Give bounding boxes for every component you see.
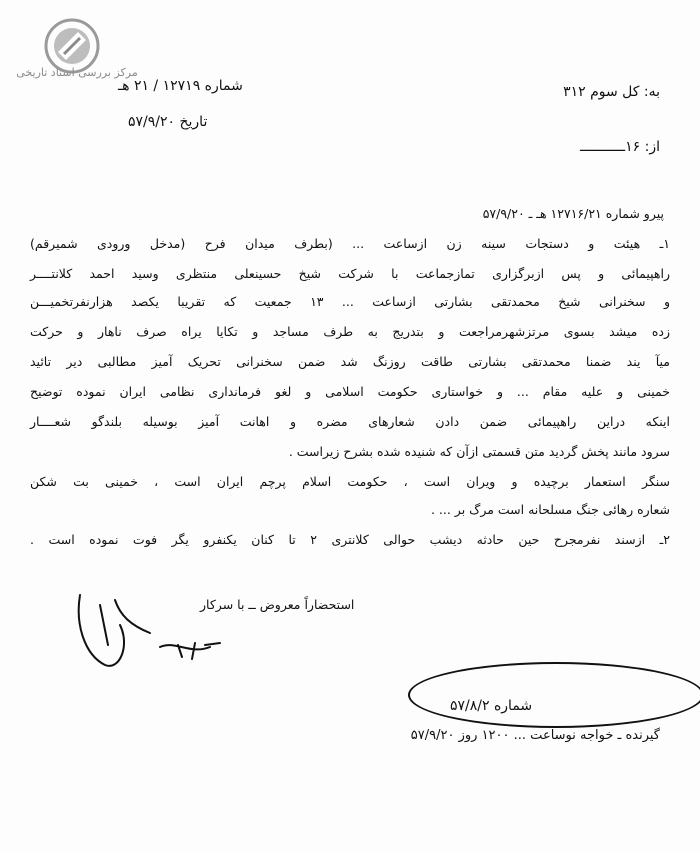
logo-caption: مرکز بررسی اسناد تاریخی	[16, 66, 138, 79]
letter-number: شماره ۱۲۷۱۹ / ۲۱ هـ	[118, 78, 243, 94]
body-line: ۱ـ هیئت و دستجات سینه زن ازساعت ... (بطرف میدان فرح (مدخل ورودی شمیرقم)	[30, 236, 670, 251]
signature-icon	[60, 585, 240, 675]
letter-date: تاریخ ۵۷/۹/۲۰	[128, 114, 208, 130]
body-line: ۲ـ ازسند نفرمجرح حین حادثه دیشب حوالی کلانتری ۲ تا کنان یکنفرو یگر فوت نموده است .	[30, 532, 670, 547]
body-line: زده میشد بسوی مرتزشهرمراجعت و بتدریج به طرف مساجد و تکایا یراه صرف ناهار و حرکت	[30, 324, 670, 339]
sender-line: از: ۱۶ـــــــــــ	[580, 139, 660, 155]
slogan-line: سنگر استعمار برچیده و ویران است ، حکومت اسلام پرچم ایران است ، خمینی بت شکن	[30, 474, 670, 489]
body-line: و سخنرانی شیخ محمدتقی بشارتی ازساعت ... ۱۳ جمعیت که تقریبا یکصد هزارنفرتخمیـــن	[30, 294, 670, 309]
slogan-line: شعاره رهائی جنگ مسلحانه است مرگ بر ... .	[430, 502, 670, 517]
handwritten-note: استحضاراً معروض ــ با سرکار	[200, 597, 355, 612]
body-line: خمینی و علیه مقام ... و خواستاری حکومت اسلامی و لغو فرمانداری نظامی ایران نموده توضیح	[30, 384, 670, 399]
body-line: راهپیمائی و پس ازبرگزاری تمازجماعت با شرکت شیخ حسینعلی منتظری وسید احمد کلانتــــر	[30, 266, 670, 281]
body-line: میآ یند ضمنا محمدتقی بشارتی طاقت روزنگ شد ضمن سخنرانی تحریک آمیز مطالبی دیر تائید	[30, 354, 670, 369]
body-line: اینکه دراین راهپیمائی ضمن دادن شعارهای مضره و اهانت آمیز بوسیله بلندگو شعــــار	[30, 414, 670, 429]
body-line: سرود مانند پخش گردید متن قسمتی ازآن که شنیده شده بشرح زیراست .	[288, 444, 670, 459]
footer-line: گیرنده ـ خواجه نوساعت ... ۱۲۰۰ روز ۵۷/۹/۲۰	[410, 728, 660, 743]
reference-line: پیرو شماره ۱۲۷۱۶/۲۱ هـ ـ ۵۷/۹/۲۰	[482, 206, 664, 221]
stamp-number: شماره ۵۷/۸/۲	[450, 698, 533, 714]
recipient-line: به: کل سوم ۳۱۲	[563, 84, 660, 100]
stamp-oval	[408, 662, 700, 728]
